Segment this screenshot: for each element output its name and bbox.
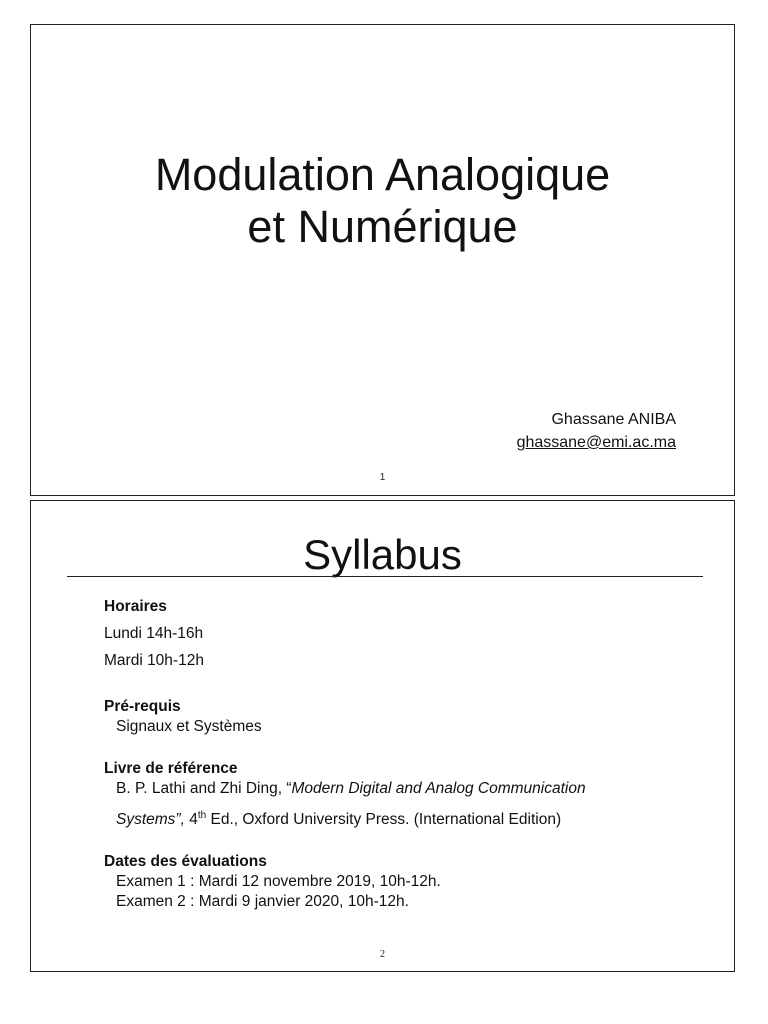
livre-edition-sup: th bbox=[197, 810, 207, 821]
page-number-2: 2 bbox=[380, 949, 385, 960]
page-number-1: 1 bbox=[379, 472, 386, 483]
slide-1-title bbox=[31, 149, 734, 253]
author-email-link[interactable]: ghassane@emi.ac.ma bbox=[516, 434, 676, 451]
livre-heading: Livre de référence bbox=[104, 760, 238, 777]
title-line-1: Modulation Analogique bbox=[154, 149, 611, 200]
slide-1 bbox=[30, 24, 735, 496]
livre-authors: B. P. Lathi and Zhi Ding, “ bbox=[116, 780, 292, 797]
syllabus-content bbox=[104, 597, 586, 912]
author-block bbox=[517, 408, 676, 454]
horaires-heading: Horaires bbox=[104, 598, 167, 615]
livre-title-part-2: Systems”, bbox=[116, 811, 185, 829]
author-name: Ghassane ANIBA bbox=[551, 411, 676, 428]
dates-line-1: Examen 1 : Mardi 12 novembre 2019, 10h-12h. bbox=[116, 873, 441, 891]
dates-heading: Dates des évaluations bbox=[104, 853, 267, 871]
prerequis-heading: Pré-requis bbox=[104, 698, 181, 715]
title-underline bbox=[67, 576, 703, 577]
slide-2-title: Syllabus bbox=[303, 531, 462, 578]
livre-edition-num: 4 bbox=[184, 811, 198, 829]
dates-line-2: Examen 2 : Mardi 9 janvier 2020, 10h-12h. bbox=[116, 893, 409, 911]
title-line-2: et Numérique bbox=[247, 201, 518, 252]
slide-2 bbox=[30, 500, 735, 972]
horaires-line-1: Lundi 14h-16h bbox=[104, 625, 204, 642]
horaires-line-2: Mardi 10h-12h bbox=[104, 652, 204, 669]
prerequis-line: Signaux et Systèmes bbox=[116, 718, 262, 735]
livre-line-2 bbox=[104, 806, 586, 830]
livre-title-part-1: Modern Digital and Analog Communication bbox=[291, 780, 586, 797]
livre-line-1 bbox=[104, 779, 586, 799]
livre-edition-rest: Ed., Oxford University Press. (International Edition) bbox=[206, 811, 562, 829]
